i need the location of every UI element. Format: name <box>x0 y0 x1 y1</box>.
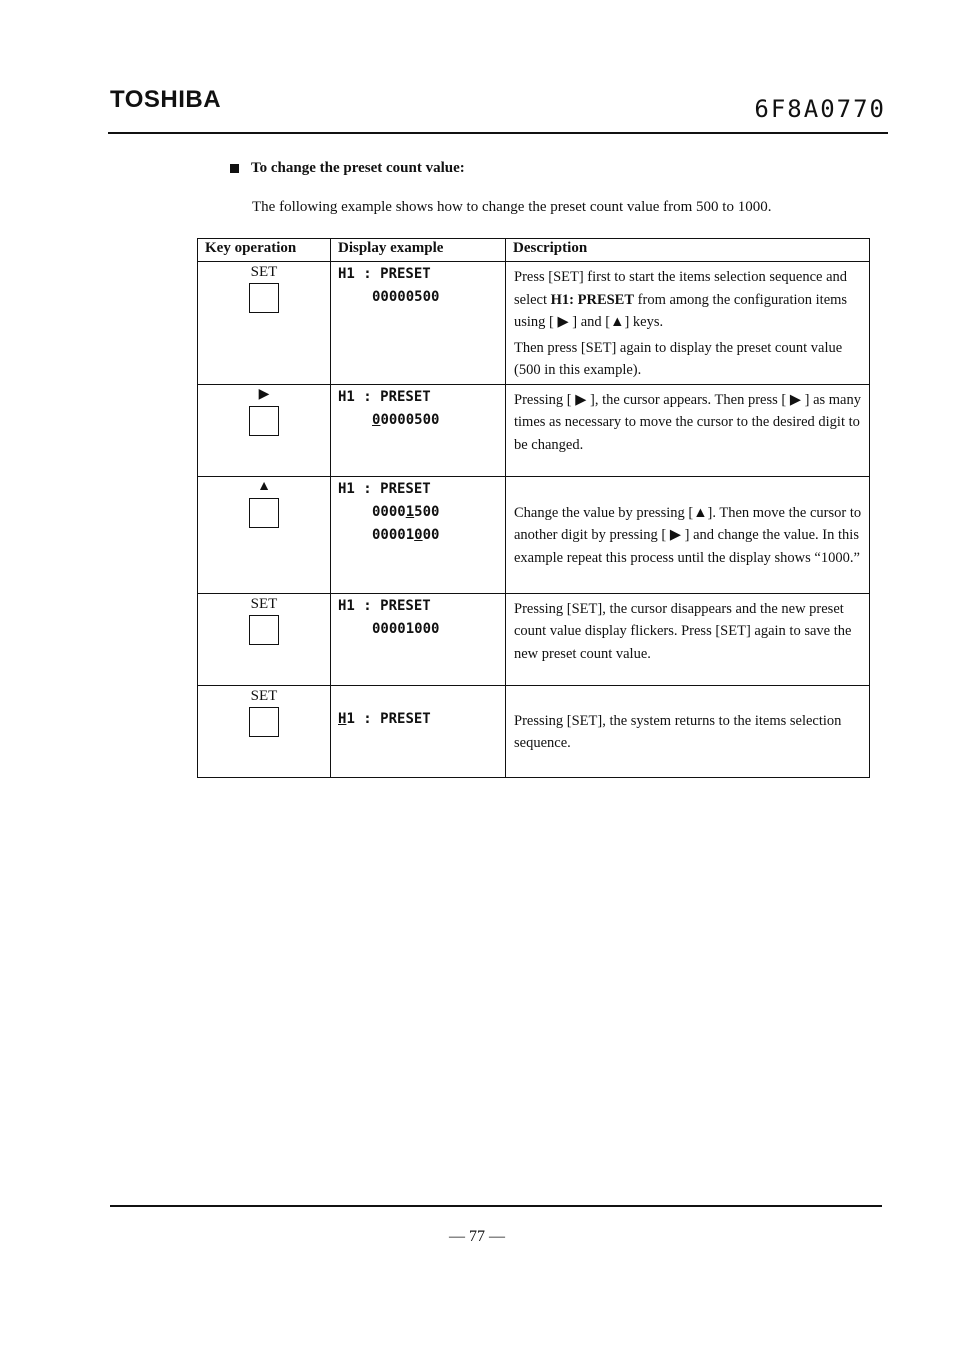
display-fragment: 0000 <box>372 503 406 520</box>
display-fragment: 00 <box>422 526 440 543</box>
key-cell <box>198 384 331 476</box>
display-line <box>338 501 504 524</box>
display-fragment: 1 : PRESET <box>346 710 431 727</box>
description-text: Pressing [ ▶ ], the cursor appears. Then press [ ▶ ] as many times as necessary to move the cursor to the desired digit to be changed. <box>514 391 861 453</box>
key-cell <box>198 476 331 593</box>
document-number: 6F8A0770 <box>754 95 886 123</box>
description-cell <box>506 685 870 777</box>
key-cell <box>198 685 331 777</box>
display-cell <box>331 685 506 777</box>
display-line: H1 : PRESET <box>338 266 431 282</box>
description-cell <box>506 384 870 476</box>
display-fragment: 0000500 <box>380 411 440 428</box>
key-button-icon <box>249 615 279 645</box>
cursor-digit: H <box>338 710 347 727</box>
key-button-icon <box>249 498 279 528</box>
key-label: SET <box>250 687 278 704</box>
display-cell <box>331 384 506 476</box>
display-fragment: 00001 <box>372 526 415 543</box>
right-arrow-icon: ▶ <box>258 386 270 402</box>
section-title <box>230 160 465 177</box>
key-label: SET <box>250 264 278 280</box>
display-line: H1 : PRESET <box>338 480 431 497</box>
description-fragment: from among the configuration items using [ ▶ ] and [▲] keys. <box>514 291 848 330</box>
display-cell <box>331 476 506 593</box>
cursor-digit: 0 <box>414 526 423 543</box>
display-fragment: 500 <box>414 503 440 520</box>
description-text: Pressing [SET], the system returns to the items selection sequence. <box>514 712 842 751</box>
description-emphasis: H1: PRESET <box>550 291 635 308</box>
header-display-example: Display example <box>331 239 506 262</box>
footer-rule <box>110 1205 882 1207</box>
header-rule <box>108 132 888 134</box>
table-row <box>198 476 870 593</box>
description-text: Change the value by pressing [▲]. Then move the cursor to another digit by pressing [ ▶ ] and change the value. In this example repeat this process until the display shows “1000.” <box>514 504 862 566</box>
key-button-icon <box>249 283 279 313</box>
display-line: H1 : PRESET <box>338 388 431 405</box>
description-cell <box>506 593 870 685</box>
description-text <box>514 266 863 334</box>
display-line <box>338 524 504 547</box>
key-label: SET <box>250 595 278 612</box>
up-arrow-icon: ▲ <box>257 478 271 494</box>
display-line: 00001000 <box>372 620 440 637</box>
table-header-row <box>198 239 870 262</box>
page-number: — 77 — <box>449 1228 505 1245</box>
description-fragment: Press [SET] first to start the items selection sequence and select <box>514 269 848 308</box>
table-row <box>198 685 870 777</box>
key-button-icon <box>249 707 279 737</box>
description-text: Pressing [SET], the cursor disappears and the new preset count value display flickers. Press [SET] again to save the new preset count value. <box>514 600 852 662</box>
key-cell <box>198 262 331 385</box>
description-cell <box>506 476 870 593</box>
table-row <box>198 384 870 476</box>
key-cell <box>198 593 331 685</box>
description-cell <box>506 262 870 385</box>
display-line: 00000500 <box>372 289 440 305</box>
bullet-square-icon <box>230 164 239 173</box>
header-description: Description <box>506 239 870 262</box>
display-cell <box>331 593 506 685</box>
table-row <box>198 593 870 685</box>
display-cell <box>331 262 506 385</box>
cursor-digit: 0 <box>372 411 381 428</box>
intro-text: The following example shows how to change the preset count value from 500 to 1000. <box>252 199 772 215</box>
display-line <box>338 409 504 432</box>
header-key-operation: Key operation <box>198 239 331 262</box>
key-button-icon <box>249 406 279 436</box>
section-title-text: To change the preset count value: <box>251 160 465 176</box>
brand-logo: TOSHIBA <box>110 86 222 113</box>
display-line: H1 : PRESET <box>338 597 431 614</box>
key-operation-table <box>197 238 870 778</box>
cursor-digit: 1 <box>405 503 415 520</box>
description-text: Then press [SET] again to display the preset count value (500 in this example). <box>514 339 843 378</box>
display-line <box>338 708 504 731</box>
table-row <box>198 262 870 385</box>
